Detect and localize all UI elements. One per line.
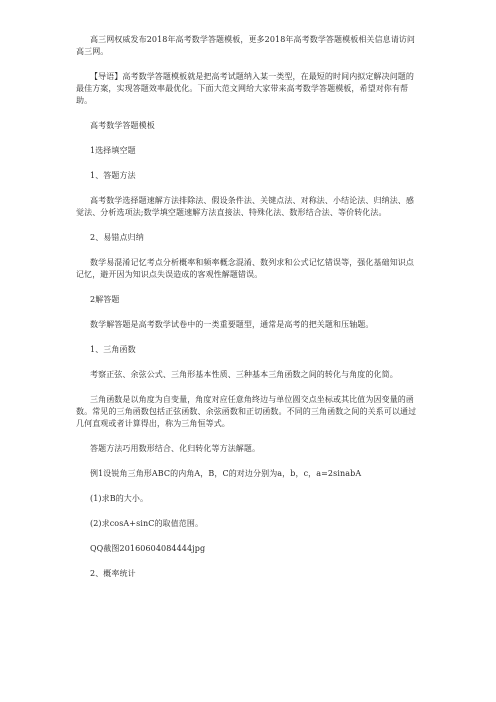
subheading-probability: 2、概率统计 <box>90 569 136 578</box>
trig-method-paragraph: 答题方法巧用数形结合、化归转化等方法解题。 <box>90 444 261 453</box>
subheading-method: 1、答题方法 <box>90 171 136 180</box>
image-caption: QQ截图20160604084444jpg <box>90 544 206 553</box>
method-paragraph: 高考数学选择题速解方法排除法、假设条件法、关键点法、对称法、小结论法、归纳法、感觉法、分析选项法;数学填空题速解方法直接法、特殊化法、数形结合法、等价转化法。 <box>76 196 414 217</box>
mistakes-paragraph: 数学易混淆记忆考点分析概率和频率概念混淆、数列求和公式记忆错误等，强化基础知识点记忆，避开因为知识点失误造成的客观性解题错误。 <box>76 258 414 279</box>
question-1: (1)求B的大小。 <box>90 494 149 503</box>
subheading-mistakes: 2、易错点归纳 <box>90 233 144 242</box>
section-title: 高考数学答题模板 <box>90 121 155 130</box>
document-body <box>76 34 422 580</box>
guide-paragraph: 【导语】高考数学答题模板就是把高考试题纳入某一类型，在最短的时间内拟定解决问题的最佳方案，实现答题效率最优化。下面大范文网给大家带来高考数学答题模板，希望对你有帮助。 <box>76 72 414 105</box>
trig-scope-paragraph: 考察正弦、余弦公式、三角形基本性质、三种基本三角函数之间的转化与角度的化简。 <box>90 370 398 379</box>
trig-definition-paragraph: 三角函数是以角度为自变量，角度对应任意角终边与单位圆交点坐标或其比值为因变量的函数。常见的三角函数包括正弦函数、余弦函数和正切函数。不同的三角函数之间的关系可以通过几何直观或者计算得出，称为三角恒等式。 <box>76 395 417 428</box>
question-2: (2)求cosA+sinC的取值范围。 <box>90 519 204 528</box>
intro-paragraph: 高三网权威发布2018年高考数学答题模板，更多2018年高考数学答题模板相关信息请访问高三网。 <box>76 35 416 56</box>
solution-paragraph: 数学解答题是高考数学试卷中的一类重要题型，通常是高考的把关题和压轴题。 <box>90 320 374 329</box>
heading-solution: 2解答题 <box>90 295 120 304</box>
heading-choice-fill: 1选择填空题 <box>90 146 136 155</box>
example-paragraph: 例1设锐角三角形ABC的内角A，B，C的对边分别为a，b，c，a=2sinabA <box>90 469 362 478</box>
subheading-trig: 1、三角函数 <box>90 345 136 354</box>
